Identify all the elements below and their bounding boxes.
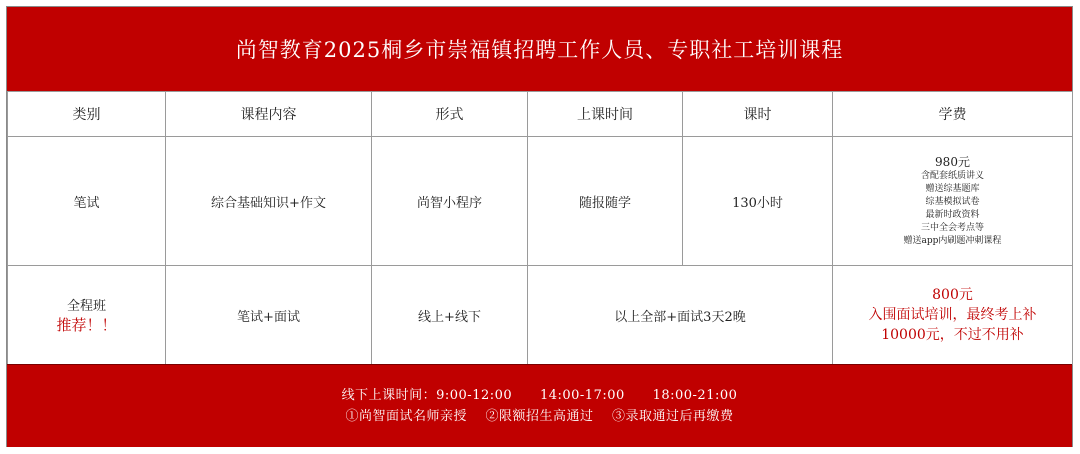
- cell-form: 尚智小程序: [372, 137, 528, 266]
- table-row: [8, 266, 1073, 365]
- class-schedule: 线下上课时间：9:00-12:00 14:00-17:00 18:00-21:00: [341, 388, 738, 403]
- header-category: 类别: [8, 92, 166, 137]
- cell-form: 线上+线下: [372, 266, 528, 365]
- fee-item: 综基模拟试卷: [925, 197, 980, 207]
- cell-time: 随报随学: [528, 137, 683, 266]
- table-row: [8, 137, 1073, 266]
- cell-content: 笔试+面试: [166, 266, 372, 365]
- footer-banner: [7, 364, 1072, 447]
- cell-content: 综合基础知识+作文: [166, 137, 372, 266]
- course-table: [7, 91, 1073, 365]
- cell-category: [8, 266, 166, 365]
- fee-note: 入围面试培训，最终考上补: [868, 307, 1037, 323]
- fee-item: 最新时政资料: [925, 210, 980, 220]
- cell-fee: [833, 137, 1073, 266]
- recommend-badge: 推荐！！: [56, 316, 117, 334]
- fee-price: 980元: [935, 155, 970, 169]
- highlights: ①尚智面试名师亲授 ②限额招生高通过 ③录取通过后再缴费: [345, 409, 734, 424]
- fee-item: 赠送app内刷题冲刺课程: [903, 236, 1002, 246]
- category-label: 全程班: [66, 299, 106, 314]
- header-hours: 课时: [683, 92, 833, 137]
- header-form: 形式: [372, 92, 528, 137]
- cell-time: 以上全部+面试3天2晚: [528, 266, 833, 365]
- title-banner: [7, 7, 1072, 92]
- page-title: 尚智教育2025桐乡市崇福镇招聘工作人员、专职社工培训课程: [235, 38, 844, 62]
- cell-fee: [833, 266, 1073, 365]
- cell-category: 笔试: [8, 137, 166, 266]
- header-content: 课程内容: [166, 92, 372, 137]
- table-header-row: [8, 92, 1073, 137]
- fee-item: 含配套纸质讲义: [920, 171, 984, 181]
- fee-note: 10000元，不过不用补: [881, 327, 1024, 343]
- fee-item: 三中全会考点等: [920, 223, 984, 233]
- course-sheet: [6, 6, 1073, 447]
- header-time: 上课时间: [528, 92, 683, 137]
- fee-item: 赠送综基题库: [925, 184, 980, 194]
- header-fee: 学费: [833, 92, 1073, 137]
- cell-hours: 130小时: [683, 137, 833, 266]
- fee-price: 800元: [932, 287, 973, 303]
